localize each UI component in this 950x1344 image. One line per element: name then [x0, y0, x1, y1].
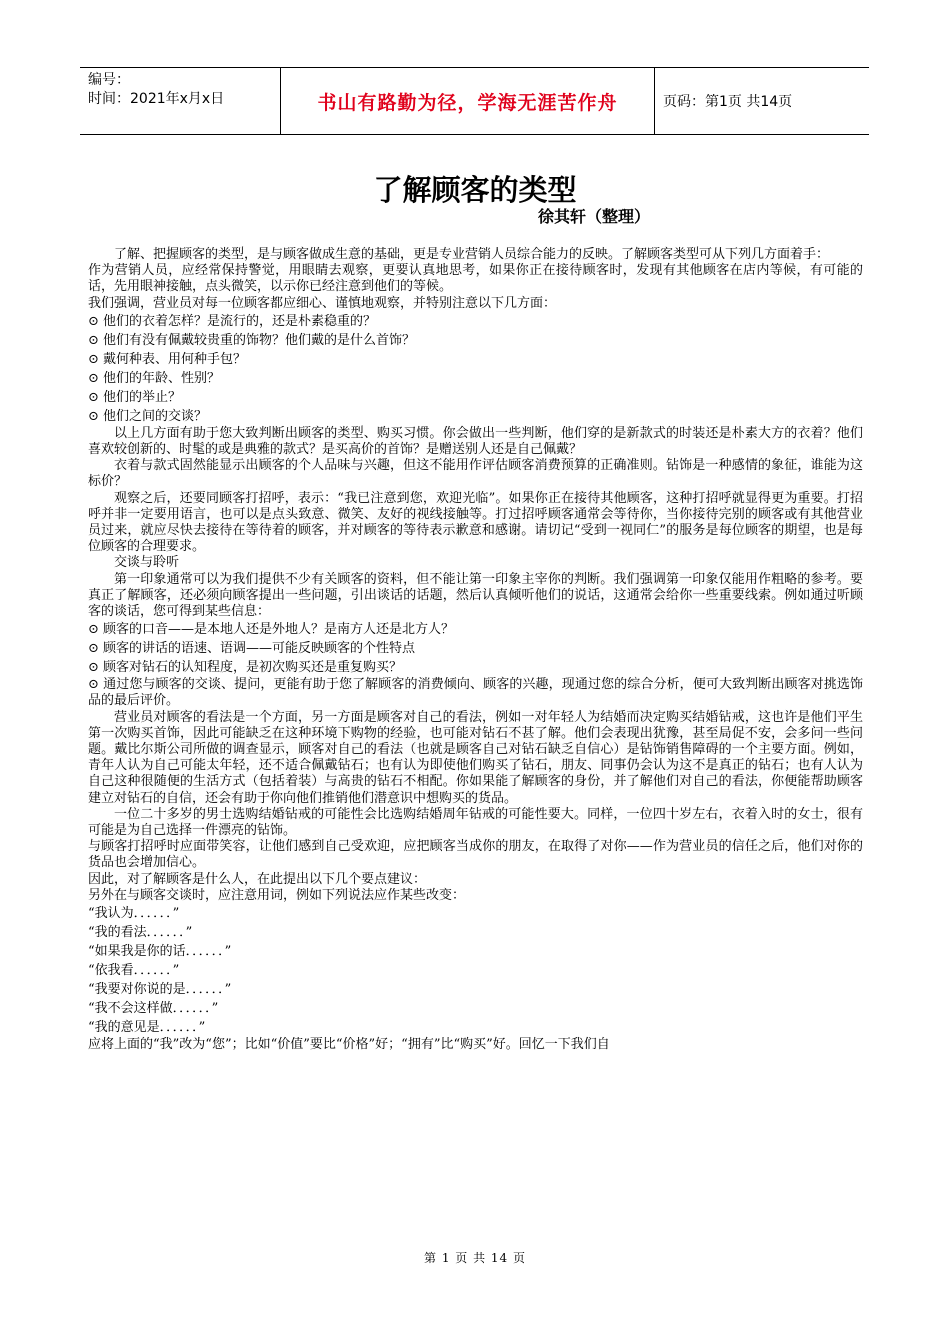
quote-line: “我认为．．．．．．” [88, 906, 180, 922]
page-footer: 第 1 页 共 14 页 [424, 1251, 526, 1265]
paragraph: 营业员对顾客的看法是一个方面，另一方面是顾客对自己的看法，例如一对年轻人为结婚而决定购买结婚钻戒，这也许是他们平生第一次购买首饰，因此可能缺乏在这种环境下购物的经验，也可能对钻石不甚了解。他们会表现出犹豫，甚至局促不安，会多问一些问题。戴比尔斯公司所做的调查显示，顾客对自己的看法（也就是顾客自己对钻石缺乏自信心）是钻饰销售障碍的一个主要方面。例如，青年人认为自己可能太年轻，还不适合佩戴钻石；也有认为即使他们购买了钻石，朋友、同事仍会认为这不是真正的钻石；也有人认为自己这种很随便的生活方式（包括着装）与高贵的钻石不相配。你如果能了解顾客的身份，并了解他们对自己的看法，你便能帮助顾客建立对钻石的自信，还会有助于你向他们推销他们潜意识中想购买的货品。 [88, 709, 863, 806]
bullet-item: ⊙ 戴何种表、用何种手包？ [88, 351, 247, 367]
paragraph: 我们强调，营业员对每一位顾客都应细心、谨慎地观察，并特别注意以下几方面： [88, 295, 557, 311]
bullet-item: ⊙ 他们的年龄、性别？ [88, 370, 221, 386]
document-title: 了解顾客的类型 [373, 173, 577, 207]
quote-line: “依我看．．．．．．” [88, 963, 180, 979]
bullet-item: ⊙ 他们之间的交谈？ [88, 408, 208, 424]
bullet-item: ⊙ 他们的衣着怎样？是流行的，还是朴素稳重的？ [88, 313, 377, 329]
paragraph: 因此，对了解顾客是什么人，在此提出以下几个要点建议： [88, 871, 427, 887]
paragraph: 了解、把握顾客的类型，是与顾客做成生意的基础，更是专业营销人员综合能力的反映。了解顾客类型可从下列几方面着手： [114, 247, 830, 262]
bullet-item: ⊙ 顾客对钻石的认知程度，是初次购买还是重复购买？ [88, 660, 403, 676]
quote-line: “我不会这样做．．．．．．” [88, 1001, 219, 1017]
paragraph: 与顾客打招呼时应面带笑容，让他们感到自己受欢迎，应把顾客当成你的朋友，在取得了对你——作为营业员的信任之后，他们对你的货品也会增加信心。 [88, 839, 863, 871]
quote-line: “如果我是你的话．．．．．．” [88, 944, 232, 960]
paragraph: 观察之后，还要同顾客打招呼，表示：“我已注意到您，欢迎光临”。如果你正在接待其他顾客，这种打招呼就显得更为重要。打招呼并非一定要用语言，也可以是点头致意、微笑、友好的视线接触等。打过招呼顾客通常会等待你，当你接待完别的顾客或有其他营业员过来，就应尽快去接待在等待着的顾客，并对顾客的等待表示歉意和感谢。请切记“受到一视同仁”的服务是每位顾客的期望，也是每位顾客的合理要求。 [88, 490, 863, 555]
header-motto: 书山有路勤为径，学海无涯苦作舟 [280, 68, 655, 134]
section-heading: 交谈与聆听 [114, 555, 180, 571]
quote-line: “我要对你说的是．．．．．．” [88, 982, 232, 998]
paragraph: 以上几方面有助于您大致判断出顾客的类型、购买习惯。你会做出一些判断，他们穿的是新款式的时装还是朴素大方的衣着？他们喜欢较创新的、时髦的或是典雅的款式？是买高价的首饰？是赠送别人还是自己佩戴？ [88, 425, 863, 458]
document-author: 徐其轩（整理） [538, 207, 651, 226]
paragraph: 应将上面的“我”改为“您”；比如“价值”要比“价格”好；“拥有”比“购买”好。回忆一下我们自 [88, 1037, 610, 1053]
header-meta [80, 68, 280, 134]
bullet-item: ⊙ 他们有没有佩戴较贵重的饰物？他们戴的是什么首饰？ [88, 332, 416, 348]
bullet-item: ⊙ 他们的举止？ [88, 389, 182, 405]
paragraph: 作为营销人员，应经常保持警觉，用眼睛去观察，更要认真地思考，如果你正在接待顾客时，发现有其他顾客在店内等候，有可能的话，先用眼神接触，点头微笑，以示你已经注意到他们的等候。 [88, 263, 863, 295]
header-page-info: 页码：第1页 共14页 [663, 94, 793, 110]
document-header [80, 67, 869, 135]
quote-line: “我的意见是．．．．．．” [88, 1020, 206, 1036]
number-label: 编号： [88, 72, 130, 88]
date-label: 时间：2021年x月x日 [88, 91, 225, 107]
paragraph: 一位二十多岁的男士选购结婚钻戒的可能性会比选购结婚周年钻戒的可能性要大。同样，一位四十岁左右，衣着入时的女士，很有可能是为自己选择一件漂亮的钻饰。 [88, 806, 863, 839]
bullet-item: ⊙ 通过您与顾客的交谈、提问，更能有助于您了解顾客的消费倾向、顾客的兴趣，现通过您的综合分析，便可大致判断出顾客对挑选饰品的最后评价。 [88, 677, 863, 709]
paragraph: 第一印象通常可以为我们提供不少有关顾客的资料，但不能让第一印象主宰你的判断。我们强调第一印象仅能用作粗略的参考。要真正了解顾客，还必须向顾客提出一些问题，引出谈话的话题，然后认真倾听他们的说话，这通常会给你一些重要线索。例如通过听顾客的谈话，您可得到某些信息： [88, 571, 863, 620]
document-body [88, 247, 863, 1053]
bullet-item: ⊙ 顾客的讲话的语速、语调——可能反映顾客的个性特点 [88, 641, 416, 657]
bullet-item: ⊙ 顾客的口音——是本地人还是外地人？是南方人还是北方人？ [88, 622, 455, 638]
quote-line: “我的看法．．．．．．” [88, 925, 193, 941]
paragraph: 另外在与顾客交谈时，应注意用词，例如下列说法应作某些改变： [88, 887, 466, 903]
paragraph: 衣着与款式固然能显示出顾客的个人品味与兴趣，但这不能用作评估顾客消费预算的正确准则。钻饰是一种感情的象征，谁能为这标价？ [88, 458, 863, 490]
